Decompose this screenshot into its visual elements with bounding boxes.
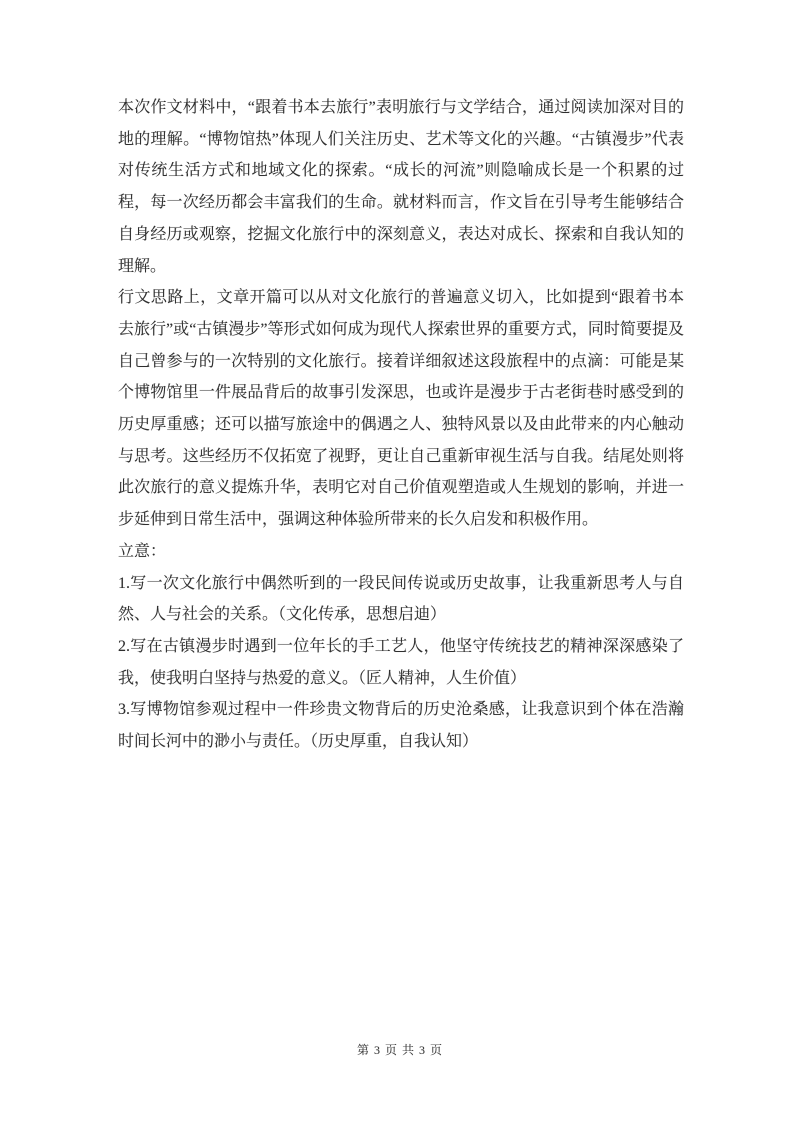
liyi-heading: 立意： (118, 542, 167, 560)
point-3: 3.写博物馆参观过程中一件珍贵文物背后的历史沧桑感，让我意识到个体在浩瀚时间长河中的渺小与责任。（历史厚重，自我认知） (118, 701, 684, 751)
point-2: 2.写在古镇漫步时遇到一位年长的手工艺人，他坚守传统技艺的精神深深感染了我，使我明白坚持与热爱的意义。（匠人精神，人生价值） (118, 637, 684, 687)
text-block (118, 92, 684, 758)
paragraph-writing-outline: 行文思路上，文章开篇可以从对文化旅行的普遍意义切入，比如提到“跟着书本去旅行”或“古镇漫步”等形式如何成为现代人探索世界的重要方式，同时简要提及自己曾参与的一次特别的文化旅行。接着详细叙述这段旅程中的点滴：可能是某个博物馆里一件展品背后的故事引发深思，也或许是漫步于古老街巷时感受到的历史厚重感；还可以描写旅途中的偶遇之人、独特风景以及由此带来的内心触动与思考。这些经历不仅拓宽了视野，更让自己重新审视生活与自我。结尾处则将此次旅行的意义提炼升华，表明它对自己价值观塑造或人生规划的影响，并进一步延伸到日常生活中，强调这种体验所带来的长久启发和积极作用。 (118, 289, 684, 529)
page-footer (0, 1041, 800, 1058)
paragraph-material-analysis: 本次作文材料中，“跟着书本去旅行”表明旅行与文学结合，通过阅读加深对目的地的理解。“博物馆热”体现人们关注历史、艺术等文化的兴趣。“古镇漫步”代表对传统生活方式和地域文化的探索。“成长的河流”则隐喻成长是一个积累的过程，每一次经历都会丰富我们的生命。就材料而言，作文旨在引导考生能够结合自身经历或观察，挖掘文化旅行中的深刻意义，表达对成长、探索和自我认知的理解。 (118, 99, 684, 275)
page-indicator: 第 3 页 共 3 页 (356, 1043, 443, 1057)
point-1: 1.写一次文化旅行中偶然听到的一段民间传说或历史故事，让我重新思考人与自然、人与社会的关系。（文化传承，思想启迪） (118, 574, 684, 624)
